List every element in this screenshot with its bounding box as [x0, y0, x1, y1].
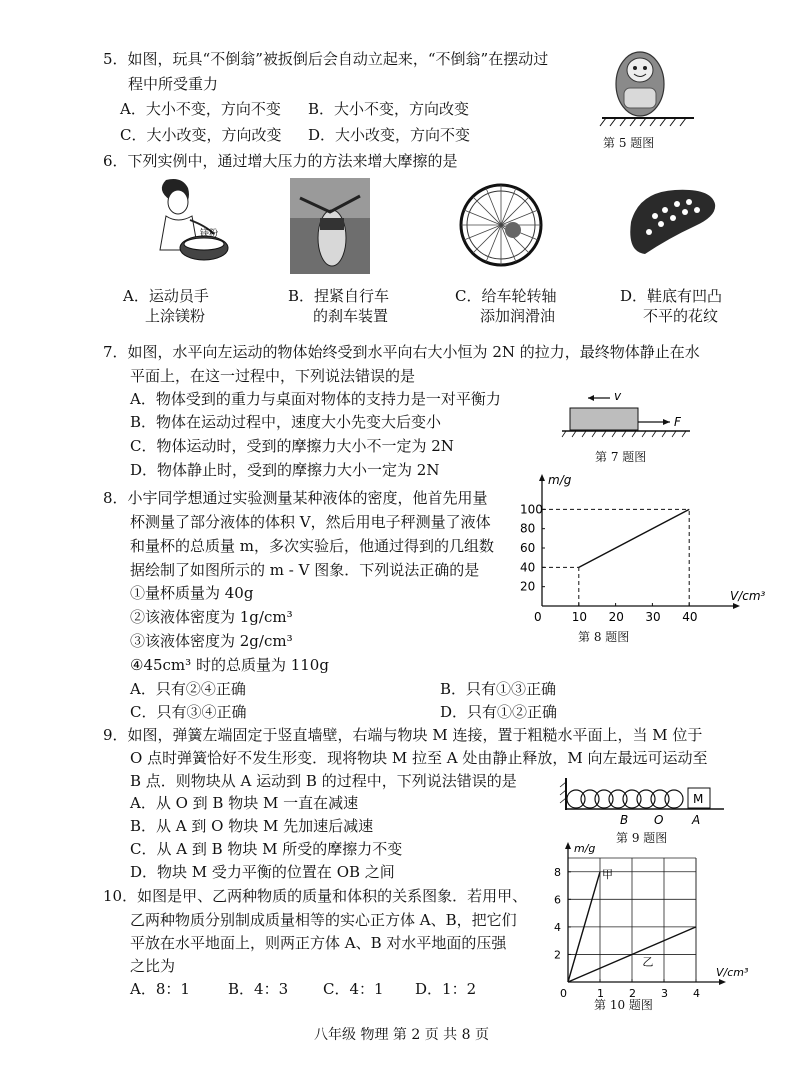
x-tick-label: 1: [597, 987, 604, 1000]
q9-stem-line3: B 点．则物块从 A 运动到 B 的过程中，下列说法错误的是: [130, 772, 517, 790]
q5-option-d: D．大小改变，方向不变: [308, 126, 471, 144]
y-tick-label: 100: [520, 502, 543, 517]
q6-option-c-line2: 添加润滑油: [480, 307, 556, 325]
x-tick-label: 3: [661, 987, 668, 1000]
q6-option-d-line1: D．鞋底有凹凸: [620, 287, 723, 305]
bowl-label: 镁粉: [200, 229, 219, 239]
q6-option-a-line1: A．运动员手: [123, 287, 209, 305]
q9-option-d: D．物块 M 受力平衡的位置在 OB 之间: [130, 863, 395, 881]
q10-stem-line1: 10．如图是甲、乙两种物质的质量和体积的关系图象．若用甲、: [103, 887, 528, 905]
athlete-chalk-illustration: [130, 180, 238, 280]
q8-option-a: A．只有②④正确: [130, 680, 246, 698]
q10-option-b: B．4：3: [228, 980, 289, 998]
q9-option-a: A．从 O 到 B 物块 M 一直在减速: [130, 794, 359, 812]
q7-stem-line2: 平面上，在这一过程中，下列说法错误的是: [130, 367, 416, 385]
velocity-label: v: [614, 389, 622, 403]
q9-spring-figure: [560, 774, 728, 834]
x-tick-label: 20: [608, 610, 624, 624]
x-axis-label: V/cm³: [730, 589, 766, 603]
q10-stem-line4: 之比为: [130, 957, 176, 975]
q9-caption: 第 9 题图: [616, 831, 668, 845]
x-tick-label: 30: [645, 610, 661, 624]
y-axis-label: m/g: [548, 473, 572, 487]
q8-option-c: C．只有③④正确: [130, 703, 247, 721]
x-tick-label: 2: [629, 987, 636, 1000]
series-label-1: 甲: [602, 867, 613, 881]
shoe-sole-photo: [625, 182, 721, 266]
x-axis-arrow: [719, 979, 726, 985]
q6-option-c-line1: C．给车轮转轴: [455, 287, 557, 305]
q10-option-d: D．1：2: [415, 980, 477, 998]
q8-option-b: B．只有①③正确: [440, 680, 557, 698]
q7-block-figure: [562, 386, 692, 446]
q9-option-b: B．从 A 到 O 物块 M 先加速后减速: [130, 817, 374, 835]
y-tick-label: 20: [520, 579, 536, 594]
y-tick-label: 40: [520, 560, 536, 575]
q8-statement-3: ③该液体密度为 2g/cm³: [130, 632, 293, 650]
x-axis-label: V/cm³: [716, 966, 749, 979]
point-b-label: B: [620, 813, 629, 827]
q8-m-v-graph: [514, 474, 764, 634]
bicycle-wheel-photo: [458, 182, 544, 268]
q10-option-c: C．4：1: [323, 980, 384, 998]
q8-caption: 第 8 题图: [578, 630, 630, 644]
q6-option-a-line2: 上涂镁粉: [145, 307, 206, 325]
q5-option-a: A．大小不变，方向不变: [120, 100, 281, 118]
q5-caption: 第 5 题图: [603, 136, 655, 150]
q7-option-d: D．物体静止时，受到的摩擦力大小一定为 2N: [130, 461, 440, 479]
q8-statement-1: ①量杯质量为 40g: [130, 584, 254, 602]
y-tick-label: 80: [520, 521, 536, 536]
x-axis-arrow: [733, 603, 740, 609]
q10-stem-line2: 乙两种物质分别制成质量相等的实心正方体 A、B，把它们: [130, 911, 517, 929]
q9-option-c: C．从 A 到 B 物块 M 所受的摩擦力不变: [130, 840, 403, 858]
y-tick-label: 4: [554, 920, 561, 934]
x-tick-label: 0: [560, 987, 567, 1000]
q8-stem-line2: 杯测量了部分液体的体积 V，然后用电子秤测量了液体: [130, 513, 491, 531]
x-tick-label: 10: [571, 610, 588, 624]
q5-option-c: C．大小改变，方向改变: [120, 126, 282, 144]
q8-statement-4: ④45cm³ 时的总质量为 110g: [130, 656, 329, 674]
q6-option-d-line2: 不平的花纹: [643, 307, 719, 325]
q10-option-a: A．8：1: [130, 980, 190, 998]
y-tick-label: 60: [520, 541, 536, 555]
q10-m-v-graph: [540, 842, 749, 1002]
q6-option-b-line2: 的刹车装置: [313, 307, 389, 325]
q6-stem: 6．下列实例中，通过增大压力的方法来增大摩擦的是: [103, 152, 458, 170]
q5-tumbler-figure: [582, 40, 702, 132]
x-tick-label: 40: [682, 610, 698, 624]
q5-stem-line2: 程中所受重力: [128, 75, 219, 93]
x-tick-label: 4: [693, 987, 700, 1000]
y-tick-label: 2: [554, 948, 561, 962]
y-axis-label: m/g: [574, 842, 596, 855]
spring-coils: [567, 790, 683, 808]
q8-statement-2: ②该液体密度为 1g/cm³: [130, 608, 293, 626]
y-axis-arrow: [565, 842, 571, 849]
block-m-label: M: [693, 792, 704, 806]
q10-caption: 第 10 题图: [594, 998, 653, 1012]
x-tick-label: 0: [534, 610, 542, 624]
q6-option-b-line1: B．捏紧自行车: [288, 287, 390, 305]
q7-caption: 第 7 题图: [595, 450, 647, 464]
bike-brake-photo: [290, 178, 370, 274]
q8-option-d: D．只有①②正确: [440, 703, 558, 721]
q8-stem-line1: 8．小宇同学想通过实验测量某种液体的密度，他首先用量: [103, 489, 488, 507]
q10-stem-line3: 平放在水平地面上，则两正方体 A、B 对水平地面的压强: [130, 934, 507, 952]
y-tick-label: 8: [554, 865, 561, 879]
q7-option-a: A．物体受到的重力与桌面对物体的支持力是一对平衡力: [130, 390, 501, 408]
page-footer: 八年级 物理 第 2 页 共 8 页: [314, 1027, 489, 1043]
q5-stem-line1: 5．如图，玩具“不倒翁”被扳倒后会自动立起来，“不倒翁”在摆动过: [103, 50, 549, 68]
point-a-label: A: [692, 813, 701, 827]
q7-stem-line1: 7．如图，水平向左运动的物体始终受到水平向右大小恒为 2N 的拉力，最终物体静止在水: [103, 343, 700, 361]
force-label: F: [674, 415, 681, 429]
y-axis-arrow: [539, 474, 545, 481]
q5-option-b: B．大小不变，方向改变: [308, 100, 470, 118]
q9-stem-line2: O 点时弹簧恰好不发生形变．现将物块 M 拉至 A 处由静止释放，M 向左最远可运动至: [130, 749, 708, 767]
q7-option-c: C．物体运动时，受到的摩擦力大小不一定为 2N: [130, 437, 454, 455]
q7-option-b: B．物体在运动过程中，速度大小先变大后变小: [130, 413, 442, 431]
q9-stem-line1: 9．如图，弹簧左端固定于竖直墙壁，右端与物块 M 连接，置于粗糙水平面上，当 M 位于: [103, 726, 703, 744]
y-tick-label: 6: [554, 893, 561, 907]
series-line-1: [579, 509, 689, 567]
series-label-2: 乙: [642, 955, 654, 969]
q8-stem-line3: 和量杯的总质量 m，多次实验后，他通过得到的几组数: [130, 537, 494, 555]
q8-stem-line4: 据绘制了如图所示的 m - V 图象．下列说法正确的是: [130, 561, 480, 579]
point-o-label: O: [654, 813, 664, 827]
